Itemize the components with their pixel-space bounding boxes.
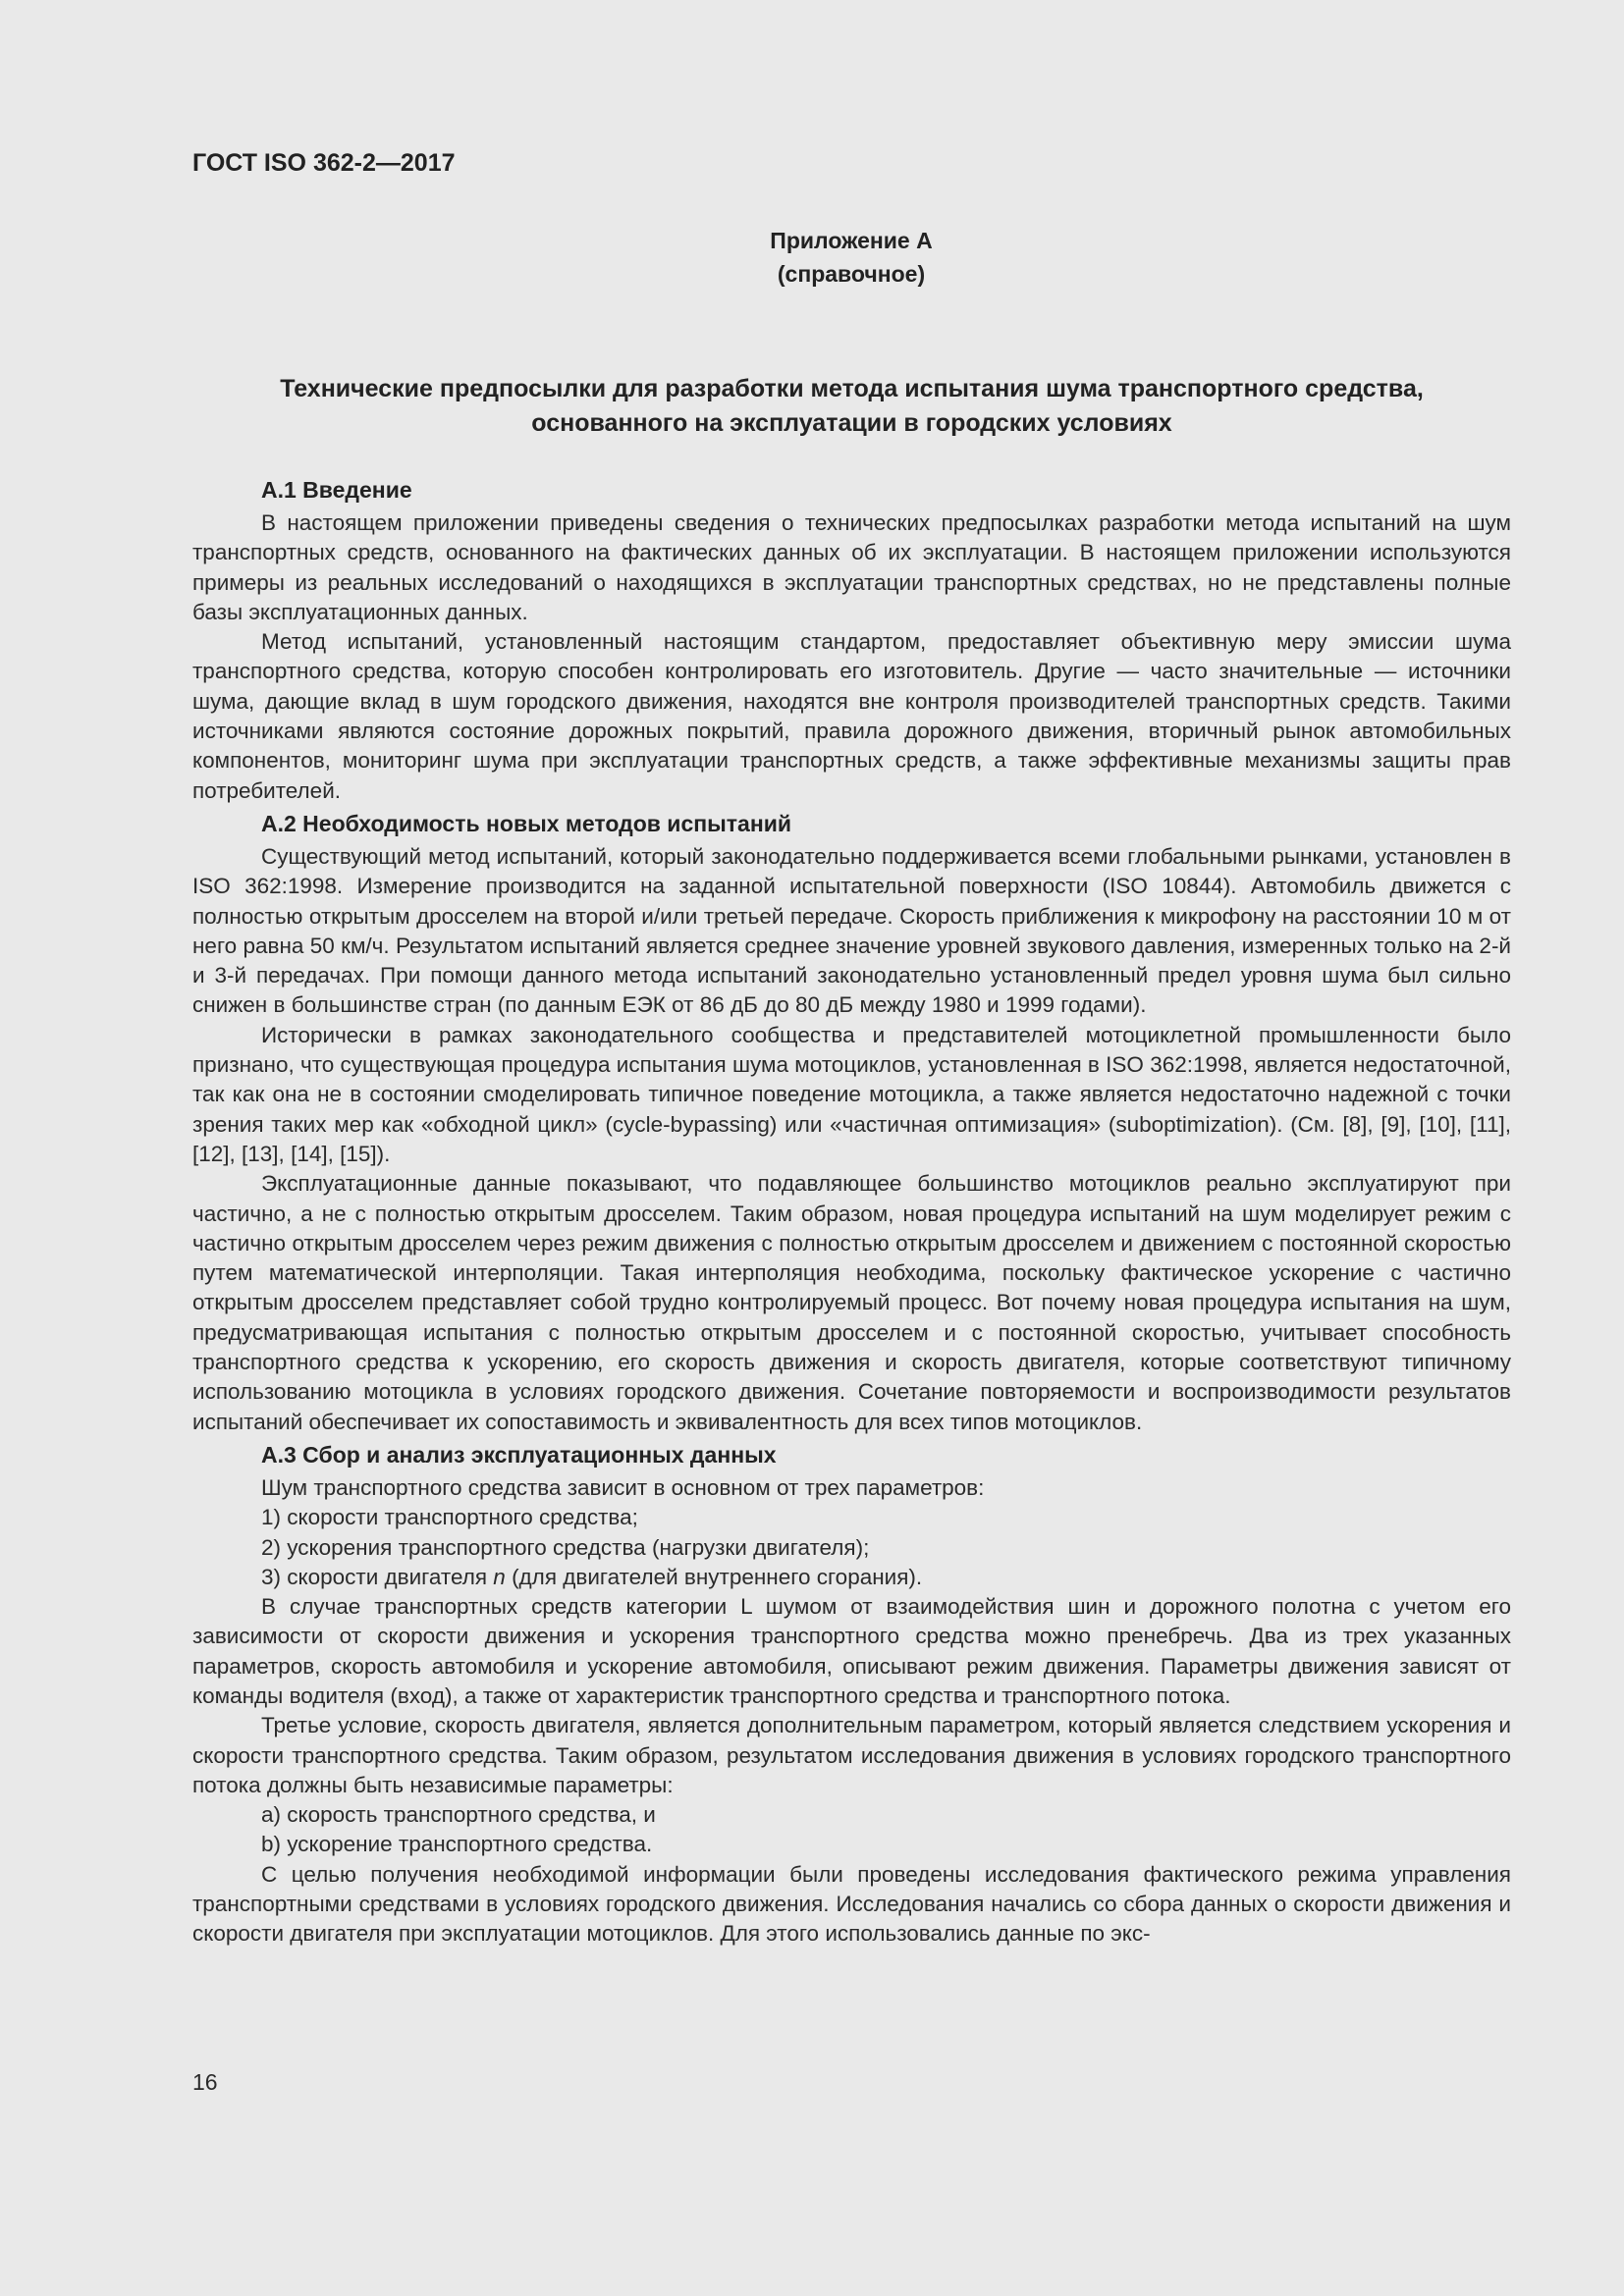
list-item-text: 3) скорости двигателя [261, 1564, 494, 1589]
list-item: 1) скорости транспортного средства; [261, 1505, 638, 1530]
variable-n: n [493, 1564, 506, 1589]
paragraph: Исторически в рамках законодательного сообщества и представителей мотоциклетной промышленности было признано, что существующая процедура испытания шума мотоциклов, установленная в ISO 362:1998, является недостаточной, так как она не в состоянии смоделировать типичное поведение мотоцикла, а также является недостаточно надежной с точки зрения таких мер как «обходной цикл» (cycle-bypassing) или «частичная оптимизация» (suboptimization). (См. [8], [9], [10], [11], [12], [13], [14], [15]). [192, 1022, 1511, 1166]
document-code: ГОСТ ISO 362-2—2017 [192, 149, 456, 177]
list-item: 2) ускорения транспортного средства (нагрузки двигателя); [261, 1534, 870, 1560]
paragraph: С целью получения необходимой информации были проведены исследования фактического режима управления транспортными средствами в условиях городского движения. Исследования начались со сбора данных о скорости движения и скорости двигателя при эксплуатации мотоциклов. Для этого использовались данные по экс- [192, 1861, 1511, 1947]
paragraph: Эксплуатационные данные показывают, что подавляющее большинство мотоциклов реально эксплуатируют при частично, а не с полностью открытым дросселем. Таким образом, новая процедура испытаний на шум моделирует режим с частично открытым дросселем через режим движения с полностью открытым дросселем и движением с постоянной скоростью путем математической интерполяции. Такая интерполяция необходима, поскольку фактическое ускорение с частично открытым дросселем представляет собой трудно контролируемый процесс. Вот почему новая процедура испытания на шум, предусматривающая испытания с полностью открытым дросселем и с постоянной скоростью, учитывает способность транспортного средства к ускорению, его скорость движения и скорость двигателя, которые соответствуют типичному использованию мотоцикла в условиях городского движения. Сочетание повторяемости и воспроизводимости результатов испытаний обеспечивает их сопоставимость и эквивалентность для всех типов мотоциклов. [192, 1171, 1511, 1434]
section-heading-a3: А.3 Сбор и анализ эксплуатационных данных [261, 1441, 777, 1468]
appendix-subtitle: (справочное) [777, 261, 926, 287]
paragraph: Существующий метод испытаний, который законодательно поддерживается всеми глобальными рынками, установлен в ISO 362:1998. Измерение производится на заданной испытательной поверхности (ISO 10844). Автомобиль движется с полностью открытым дросселем на второй и/или третьей передаче. Скорость приближения к микрофону на расстоянии 10 м от него равна 50 км/ч. Результатом испытаний является среднее значение уровней звукового давления, измеренных только на 2-й и 3-й передачах. При помощи данного метода испытаний законодательно установленный предел уровня шума был сильно снижен в большинстве стран (по данным ЕЭК от 86 дБ до 80 дБ между 1980 и 1999 годами). [192, 843, 1511, 1018]
paragraph: Метод испытаний, установленный настоящим стандартом, предоставляет объективную меру эмиссии шума транспортного средства, которую способен контролировать его изготовитель. Другие — часто значительные — источники шума, дающие вклад в шум городского движения, находятся вне контроля производителей транспортных средств. Такими источниками являются состояние дорожных покрытий, правила дорожного движения, вторичный рынок автомобильных компонентов, мониторинг шума при эксплуатации транспортных средств, а также эффективные механизмы защиты прав потребителей. [192, 629, 1511, 803]
list-item: a) скорость транспортного средства, и [261, 1802, 656, 1828]
main-title [192, 372, 1511, 441]
document-body [192, 472, 1511, 1949]
appendix-title: Приложение А [770, 228, 933, 253]
list-item [192, 1563, 1511, 1592]
main-title-line1: Технические предпосылки для разработки метода испытания шума транспортного средства, [280, 375, 1424, 402]
main-title-line2: основанного на эксплуатации в городских условиях [531, 409, 1172, 437]
paragraph: В настоящем приложении приведены сведения о технических предпосылках разработки метода испытаний на шум транспортных средств, основанного на фактических данных об их эксплуатации. В настоящем приложении используются примеры из реальных исследований о находящихся в эксплуатации транспортных средствах, но не представлены полные базы эксплуатационных данных. [192, 510, 1511, 624]
page-number: 16 [192, 2069, 218, 2095]
list-item-text: (для двигателей внутреннего сгорания). [505, 1564, 923, 1589]
section-heading-a1: А.1 Введение [261, 477, 412, 503]
paragraph: Третье условие, скорость двигателя, является дополнительным параметром, который является следствием ускорения и скорости транспортного средства. Таким образом, результатом исследования движения в условиях городского транспортного потока должны быть независимые параметры: [192, 1713, 1511, 1797]
paragraph: В случае транспортных средств категории L шумом от взаимодействия шин и дорожного полотна с учетом его зависимости от скорости движения и ускорения транспортного средства можно пренебречь. Два из трех указанных параметров, скорость автомобиля и ускорение автомобиля, описывают режим движения. Параметры движения зависят от команды водителя (вход), а также от характеристик транспортного средства и транспортного потока. [192, 1594, 1511, 1708]
list-item: b) ускорение транспортного средства. [261, 1832, 653, 1857]
section-heading-a2: А.2 Необходимость новых методов испытаний [261, 810, 791, 836]
appendix-heading [0, 224, 1624, 291]
paragraph: Шум транспортного средства зависит в основном от трех параметров: [261, 1474, 985, 1500]
